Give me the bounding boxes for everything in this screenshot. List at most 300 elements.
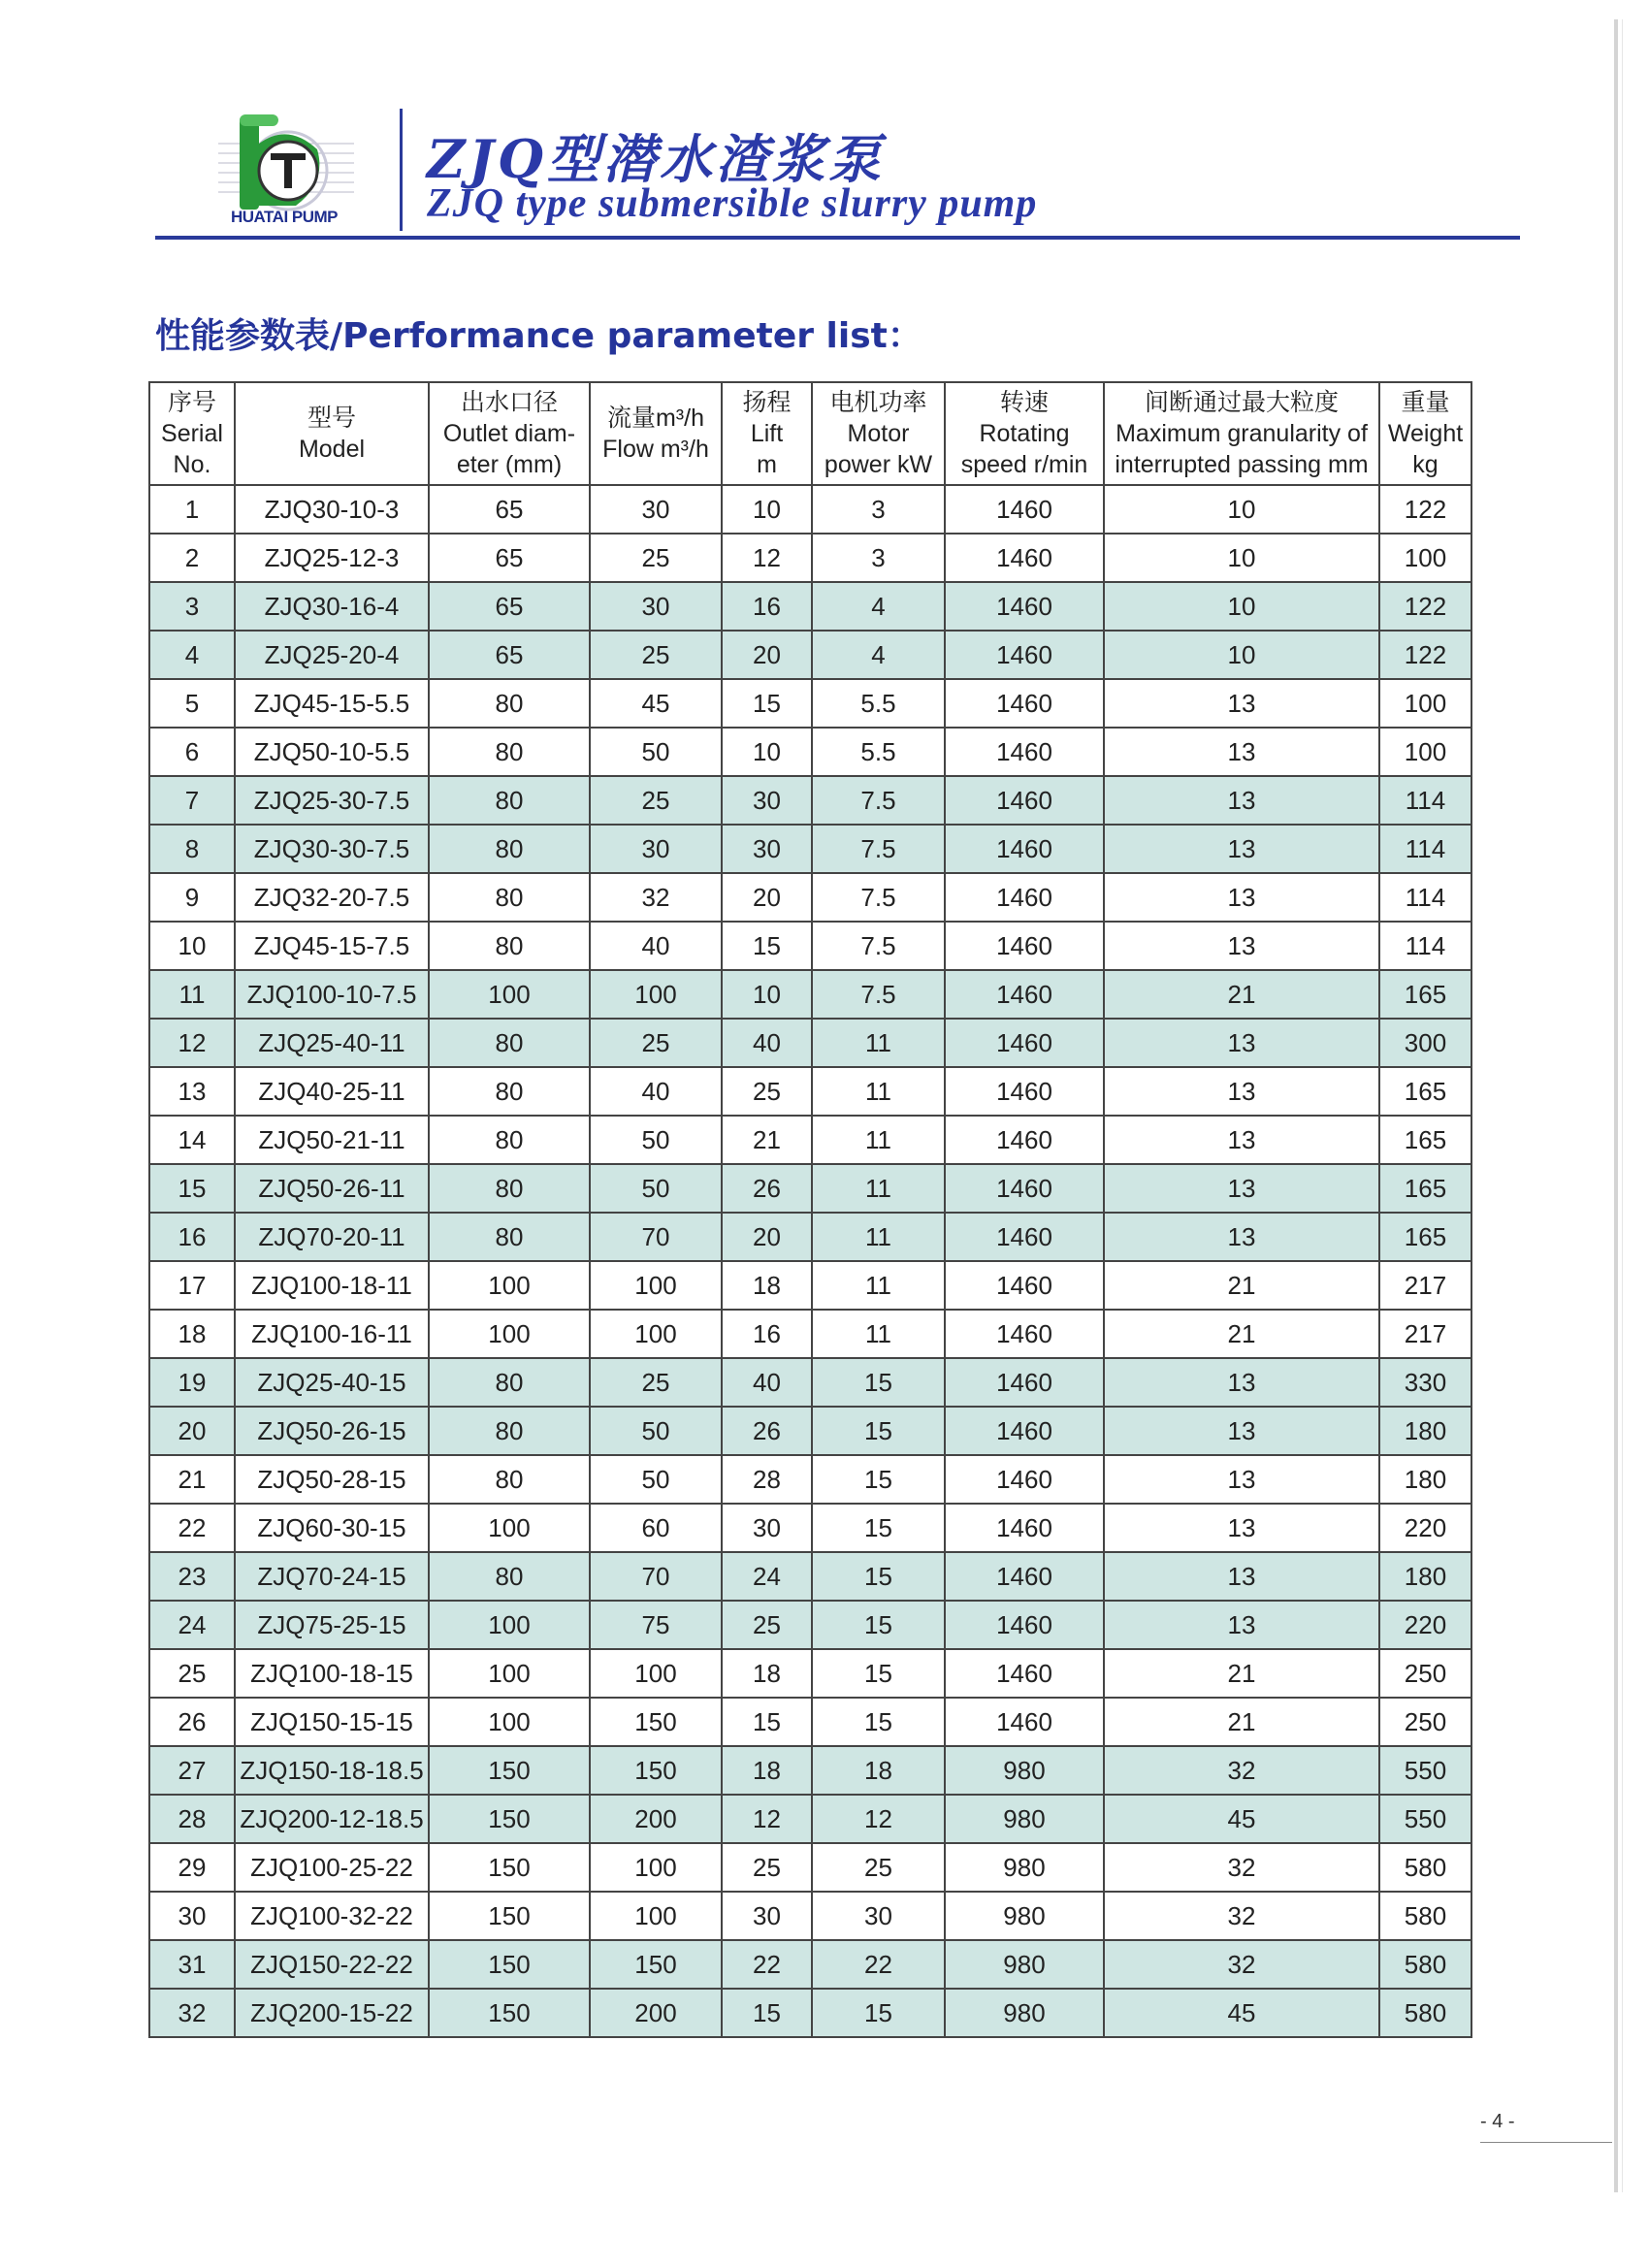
page-edge-rule-thin — [1622, 19, 1623, 2192]
table-cell: 16 — [149, 1213, 235, 1261]
table-cell: 220 — [1379, 1601, 1471, 1649]
table-cell: 80 — [429, 1164, 590, 1213]
table-cell: 300 — [1379, 1019, 1471, 1067]
table-cell: 250 — [1379, 1698, 1471, 1746]
table-cell: 80 — [429, 825, 590, 873]
table-row — [149, 1164, 1471, 1213]
table-cell: 217 — [1379, 1261, 1471, 1310]
title-english: ZJQ type submersible slurry pump — [427, 181, 1038, 226]
table-cell: 15 — [722, 679, 812, 728]
table-cell: 1460 — [945, 1698, 1104, 1746]
column-header-en1: Flow m³/h — [602, 436, 709, 463]
table-cell: 150 — [590, 1698, 722, 1746]
table-cell: 11 — [812, 1164, 945, 1213]
table-cell: 30 — [722, 825, 812, 873]
table-cell: 200 — [590, 1989, 722, 2037]
table-cell: ZJQ50-10-5.5 — [235, 728, 429, 776]
table-cell: ZJQ200-15-22 — [235, 1989, 429, 2037]
table-row — [149, 534, 1471, 582]
table-cell: 24 — [149, 1601, 235, 1649]
table-cell: 80 — [429, 873, 590, 922]
table-cell: 100 — [1379, 679, 1471, 728]
table-cell: 1460 — [945, 534, 1104, 582]
table-cell: 15 — [812, 1407, 945, 1455]
table-cell: 150 — [429, 1843, 590, 1892]
table-row — [149, 1698, 1471, 1746]
table-cell: 18 — [722, 1261, 812, 1310]
table-cell: ZJQ100-32-22 — [235, 1892, 429, 1940]
table-cell: 50 — [590, 1164, 722, 1213]
table-cell: 1460 — [945, 1649, 1104, 1698]
column-header-cn: 出水口径 — [460, 389, 558, 416]
column-header-en2: interrupted passing mm — [1115, 451, 1369, 478]
table-cell: 5.5 — [812, 679, 945, 728]
table-cell: 114 — [1379, 825, 1471, 873]
table-cell: 13 — [1104, 1504, 1379, 1552]
table-cell: 21 — [1104, 1310, 1379, 1358]
table-cell: 100 — [429, 1504, 590, 1552]
table-cell: 21 — [1104, 1649, 1379, 1698]
table-cell: 10 — [1104, 485, 1379, 534]
table-cell: ZJQ25-30-7.5 — [235, 776, 429, 825]
table-cell: 12 — [722, 534, 812, 582]
table-cell: 25 — [590, 776, 722, 825]
table-cell: 30 — [590, 485, 722, 534]
table-cell: 10 — [722, 970, 812, 1019]
table-cell: 100 — [429, 1261, 590, 1310]
table-cell: 1460 — [945, 970, 1104, 1019]
table-cell: 65 — [429, 582, 590, 631]
table-cell: 27 — [149, 1746, 235, 1795]
table-cell: 100 — [429, 1310, 590, 1358]
table-cell: 13 — [1104, 728, 1379, 776]
table-row — [149, 631, 1471, 679]
column-header — [812, 382, 945, 485]
table-cell: 100 — [429, 1698, 590, 1746]
table-cell: 30 — [590, 582, 722, 631]
table-cell: 1460 — [945, 728, 1104, 776]
table-cell: 15 — [812, 1552, 945, 1601]
table-cell: 21 — [722, 1116, 812, 1164]
table-cell: 65 — [429, 485, 590, 534]
table-cell: 1460 — [945, 1358, 1104, 1407]
table-cell: 1460 — [945, 873, 1104, 922]
table-cell: 165 — [1379, 1164, 1471, 1213]
table-cell: 65 — [429, 631, 590, 679]
table-cell: 12 — [722, 1795, 812, 1843]
table-cell: 13 — [1104, 825, 1379, 873]
table-cell: 16 — [722, 1310, 812, 1358]
column-header-cn: 重量 — [1401, 389, 1450, 416]
table-cell: 1460 — [945, 922, 1104, 970]
table-cell: 1460 — [945, 1552, 1104, 1601]
table-cell: 10 — [1104, 582, 1379, 631]
table-cell: 3 — [812, 485, 945, 534]
table-cell: 70 — [590, 1552, 722, 1601]
column-header-en2: eter (mm) — [456, 451, 563, 478]
table-cell: 50 — [590, 1116, 722, 1164]
table-cell: 1460 — [945, 485, 1104, 534]
table-cell: 15 — [812, 1455, 945, 1504]
table-cell: 18 — [722, 1649, 812, 1698]
table-cell: 150 — [429, 1746, 590, 1795]
table-cell: 980 — [945, 1843, 1104, 1892]
table-row — [149, 922, 1471, 970]
table-cell: 30 — [722, 1892, 812, 1940]
table-row — [149, 1116, 1471, 1164]
table-cell: ZJQ50-26-15 — [235, 1407, 429, 1455]
table-cell: 25 — [812, 1843, 945, 1892]
table-cell: ZJQ25-20-4 — [235, 631, 429, 679]
table-cell: 45 — [1104, 1989, 1379, 2037]
table-row — [149, 1310, 1471, 1358]
table-cell: 5 — [149, 679, 235, 728]
table-body — [149, 485, 1471, 2037]
table-cell: ZJQ70-24-15 — [235, 1552, 429, 1601]
table-row — [149, 1019, 1471, 1067]
header-divider — [400, 109, 403, 231]
table-cell: 13 — [1104, 776, 1379, 825]
table-cell: 15 — [722, 1989, 812, 2037]
table-cell: ZJQ75-25-15 — [235, 1601, 429, 1649]
table-cell: 580 — [1379, 1989, 1471, 2037]
table-cell: 13 — [1104, 1164, 1379, 1213]
column-header-en2: power kW — [824, 451, 933, 478]
page-number-rule — [1480, 2142, 1612, 2143]
table-cell: 122 — [1379, 485, 1471, 534]
table-cell: 100 — [429, 1601, 590, 1649]
table-cell: 25 — [722, 1067, 812, 1116]
column-header — [590, 382, 722, 485]
column-header — [945, 382, 1104, 485]
column-header-cn: 型号 — [307, 405, 356, 432]
table-row — [149, 1649, 1471, 1698]
table-cell: 14 — [149, 1116, 235, 1164]
table-cell: 21 — [1104, 970, 1379, 1019]
table-cell: 7.5 — [812, 776, 945, 825]
table-cell: 330 — [1379, 1358, 1471, 1407]
table-row — [149, 873, 1471, 922]
table-cell: 10 — [722, 485, 812, 534]
logo-text: HUATAI PUMP — [230, 208, 339, 226]
table-cell: 17 — [149, 1261, 235, 1310]
table-cell: ZJQ100-18-15 — [235, 1649, 429, 1698]
table-cell: ZJQ30-16-4 — [235, 582, 429, 631]
table-cell: 15 — [149, 1164, 235, 1213]
table-cell: 15 — [722, 922, 812, 970]
table-cell: 11 — [812, 1019, 945, 1067]
table-cell: 26 — [722, 1164, 812, 1213]
table-cell: 250 — [1379, 1649, 1471, 1698]
table-cell: 217 — [1379, 1310, 1471, 1358]
table-cell: 16 — [722, 582, 812, 631]
table-cell: 70 — [590, 1213, 722, 1261]
table-cell: 15 — [812, 1649, 945, 1698]
table-row — [149, 1407, 1471, 1455]
table-cell: 5.5 — [812, 728, 945, 776]
table-cell: 580 — [1379, 1940, 1471, 1989]
table-cell: 100 — [590, 1843, 722, 1892]
table-cell: 980 — [945, 1940, 1104, 1989]
table-cell: 3 — [812, 534, 945, 582]
page-edge-rule — [1614, 19, 1618, 2192]
table-cell: 150 — [429, 1940, 590, 1989]
table-cell: ZJQ100-16-11 — [235, 1310, 429, 1358]
table-cell: 1460 — [945, 582, 1104, 631]
table-cell: 21 — [1104, 1698, 1379, 1746]
table-cell: 100 — [590, 1261, 722, 1310]
table-cell: 80 — [429, 1455, 590, 1504]
table-cell: 980 — [945, 1892, 1104, 1940]
table-cell: 40 — [722, 1358, 812, 1407]
table-cell: 114 — [1379, 873, 1471, 922]
column-header-en1: Rotating — [979, 420, 1070, 447]
column-header — [1379, 382, 1471, 485]
column-header-en1: Outlet diam- — [442, 420, 576, 447]
table-cell: 19 — [149, 1358, 235, 1407]
table-cell: 40 — [722, 1019, 812, 1067]
table-cell: 1460 — [945, 1116, 1104, 1164]
table-cell: 3 — [149, 582, 235, 631]
table-row — [149, 776, 1471, 825]
table-cell: 18 — [812, 1746, 945, 1795]
table-cell: 1460 — [945, 631, 1104, 679]
table-cell: 31 — [149, 1940, 235, 1989]
table-cell: ZJQ150-15-15 — [235, 1698, 429, 1746]
table-cell: 23 — [149, 1552, 235, 1601]
table-cell: 1460 — [945, 679, 1104, 728]
table-cell: 100 — [590, 1649, 722, 1698]
table-cell: 13 — [1104, 1067, 1379, 1116]
table-cell: 30 — [722, 776, 812, 825]
column-header-cn: 序号 — [167, 389, 216, 416]
column-header — [149, 382, 235, 485]
table-cell: 7.5 — [812, 873, 945, 922]
table-cell: 7.5 — [812, 825, 945, 873]
column-header-en1: Maximum granularity of — [1116, 420, 1368, 447]
table-cell: 20 — [722, 873, 812, 922]
table-cell: 11 — [812, 1213, 945, 1261]
table-cell: 10 — [1104, 534, 1379, 582]
table-row — [149, 1213, 1471, 1261]
table-row — [149, 679, 1471, 728]
table-cell: 180 — [1379, 1552, 1471, 1601]
table-cell: ZJQ32-20-7.5 — [235, 873, 429, 922]
table-cell: 1460 — [945, 1601, 1104, 1649]
table-row — [149, 1067, 1471, 1116]
table-cell: 13 — [1104, 873, 1379, 922]
table-cell: ZJQ50-21-11 — [235, 1116, 429, 1164]
table-cell: 980 — [945, 1795, 1104, 1843]
table-cell: 12 — [812, 1795, 945, 1843]
table-cell: 20 — [149, 1407, 235, 1455]
table-cell: 7.5 — [812, 922, 945, 970]
table-cell: 100 — [1379, 728, 1471, 776]
table-cell: 20 — [722, 631, 812, 679]
table-cell: 150 — [590, 1940, 722, 1989]
table-cell: 7 — [149, 776, 235, 825]
table-cell: 6 — [149, 728, 235, 776]
page-number: - 4 - — [1480, 2111, 1515, 2132]
table-row — [149, 1795, 1471, 1843]
table-cell: 32 — [1104, 1843, 1379, 1892]
table-cell: 32 — [149, 1989, 235, 2037]
table-cell: ZJQ60-30-15 — [235, 1504, 429, 1552]
table-header-row — [149, 382, 1471, 485]
table-cell: 100 — [590, 970, 722, 1019]
table-cell: 13 — [1104, 1213, 1379, 1261]
table-cell: 15 — [812, 1504, 945, 1552]
column-header — [722, 382, 812, 485]
table-cell: 200 — [590, 1795, 722, 1843]
table-cell: 32 — [1104, 1892, 1379, 1940]
table-cell: ZJQ45-15-7.5 — [235, 922, 429, 970]
table-cell: 80 — [429, 1019, 590, 1067]
table-cell: 21 — [1104, 1261, 1379, 1310]
table-cell: ZJQ150-22-22 — [235, 1940, 429, 1989]
column-header — [1104, 382, 1379, 485]
table-cell: 15 — [812, 1989, 945, 2037]
column-header-cn: 流量m³/h — [606, 405, 704, 432]
table-cell: 21 — [149, 1455, 235, 1504]
table-cell: 150 — [429, 1989, 590, 2037]
table-cell: 7.5 — [812, 970, 945, 1019]
table-row — [149, 1843, 1471, 1892]
table-cell: 1460 — [945, 1067, 1104, 1116]
table-cell: 180 — [1379, 1455, 1471, 1504]
table-cell: 150 — [590, 1746, 722, 1795]
column-header-en2: speed r/min — [960, 451, 1088, 478]
column-header-en2: No. — [173, 451, 211, 478]
table-row — [149, 970, 1471, 1019]
table-cell: 80 — [429, 679, 590, 728]
table-cell: 25 — [590, 1019, 722, 1067]
table-cell: 9 — [149, 873, 235, 922]
table-cell: 30 — [812, 1892, 945, 1940]
column-header-en1: Serial — [161, 420, 223, 447]
table-row — [149, 825, 1471, 873]
table-cell: 45 — [1104, 1795, 1379, 1843]
table-cell: 1460 — [945, 1407, 1104, 1455]
table-cell: 1460 — [945, 1261, 1104, 1310]
table-cell: 4 — [812, 582, 945, 631]
table-cell: 1460 — [945, 1504, 1104, 1552]
table-cell: 25 — [722, 1601, 812, 1649]
table-cell: ZJQ100-10-7.5 — [235, 970, 429, 1019]
table-cell: 50 — [590, 1455, 722, 1504]
table-cell: 13 — [1104, 1116, 1379, 1164]
table-cell: 75 — [590, 1601, 722, 1649]
table-cell: 165 — [1379, 1116, 1471, 1164]
table-cell: ZJQ30-10-3 — [235, 485, 429, 534]
table-cell: 13 — [1104, 1552, 1379, 1601]
table-cell: 30 — [722, 1504, 812, 1552]
table-cell: 40 — [590, 1067, 722, 1116]
table-cell: 980 — [945, 1746, 1104, 1795]
table-cell: 18 — [149, 1310, 235, 1358]
table-row — [149, 1601, 1471, 1649]
table-cell: 15 — [812, 1601, 945, 1649]
table-cell: 550 — [1379, 1746, 1471, 1795]
table-cell: 11 — [812, 1116, 945, 1164]
table-cell: 32 — [590, 873, 722, 922]
table-cell: 13 — [1104, 1019, 1379, 1067]
table-cell: 80 — [429, 1116, 590, 1164]
table-cell: 100 — [429, 1649, 590, 1698]
table-cell: 80 — [429, 776, 590, 825]
table-cell: 30 — [590, 825, 722, 873]
table-row — [149, 728, 1471, 776]
table-cell: 2 — [149, 534, 235, 582]
table-cell: 4 — [149, 631, 235, 679]
table-cell: 13 — [1104, 1407, 1379, 1455]
table-cell: 10 — [722, 728, 812, 776]
column-header-en1: Weight — [1387, 420, 1464, 447]
title-chinese: ZJQ型潜水渣浆泵 — [427, 128, 886, 190]
column-header-cn: 扬程 — [742, 389, 792, 416]
table-cell: 12 — [149, 1019, 235, 1067]
table-cell: 8 — [149, 825, 235, 873]
table-cell: 22 — [149, 1504, 235, 1552]
table-cell: 22 — [722, 1940, 812, 1989]
table-cell: 32 — [1104, 1746, 1379, 1795]
table-cell: 50 — [590, 1407, 722, 1455]
table-cell: 20 — [722, 1213, 812, 1261]
table-cell: ZJQ200-12-18.5 — [235, 1795, 429, 1843]
table-cell: 25 — [590, 631, 722, 679]
column-header — [235, 382, 429, 485]
table-cell: ZJQ70-20-11 — [235, 1213, 429, 1261]
table-cell: 25 — [722, 1843, 812, 1892]
table-cell: 13 — [149, 1067, 235, 1116]
table-row — [149, 1892, 1471, 1940]
table-cell: 15 — [812, 1698, 945, 1746]
header-rule — [155, 236, 1520, 240]
table-cell: 100 — [429, 970, 590, 1019]
column-header — [429, 382, 590, 485]
table-cell: 80 — [429, 922, 590, 970]
table-cell: 114 — [1379, 776, 1471, 825]
table-cell: 13 — [1104, 1601, 1379, 1649]
table-cell: 32 — [1104, 1940, 1379, 1989]
table-cell: 13 — [1104, 1358, 1379, 1407]
table-cell: 1460 — [945, 1164, 1104, 1213]
table-cell: 100 — [590, 1892, 722, 1940]
table-cell: 28 — [722, 1455, 812, 1504]
table-row — [149, 1504, 1471, 1552]
column-header-en2: kg — [1412, 451, 1439, 478]
table-cell: 150 — [429, 1892, 590, 1940]
table-row — [149, 1552, 1471, 1601]
table-cell: ZJQ50-28-15 — [235, 1455, 429, 1504]
table-cell: ZJQ25-12-3 — [235, 534, 429, 582]
table-cell: 18 — [722, 1746, 812, 1795]
table-cell: ZJQ40-25-11 — [235, 1067, 429, 1116]
table-cell: 28 — [149, 1795, 235, 1843]
table-cell: 100 — [1379, 534, 1471, 582]
table-cell: ZJQ25-40-15 — [235, 1358, 429, 1407]
table-row — [149, 1940, 1471, 1989]
table-cell: 22 — [812, 1940, 945, 1989]
table-cell: ZJQ45-15-5.5 — [235, 679, 429, 728]
table-cell: 1460 — [945, 1019, 1104, 1067]
table-cell: 550 — [1379, 1795, 1471, 1843]
table-cell: 165 — [1379, 1213, 1471, 1261]
table-cell: 13 — [1104, 679, 1379, 728]
column-header-en1: Motor — [847, 420, 910, 447]
table-cell: ZJQ100-18-11 — [235, 1261, 429, 1310]
table-cell: 150 — [429, 1795, 590, 1843]
